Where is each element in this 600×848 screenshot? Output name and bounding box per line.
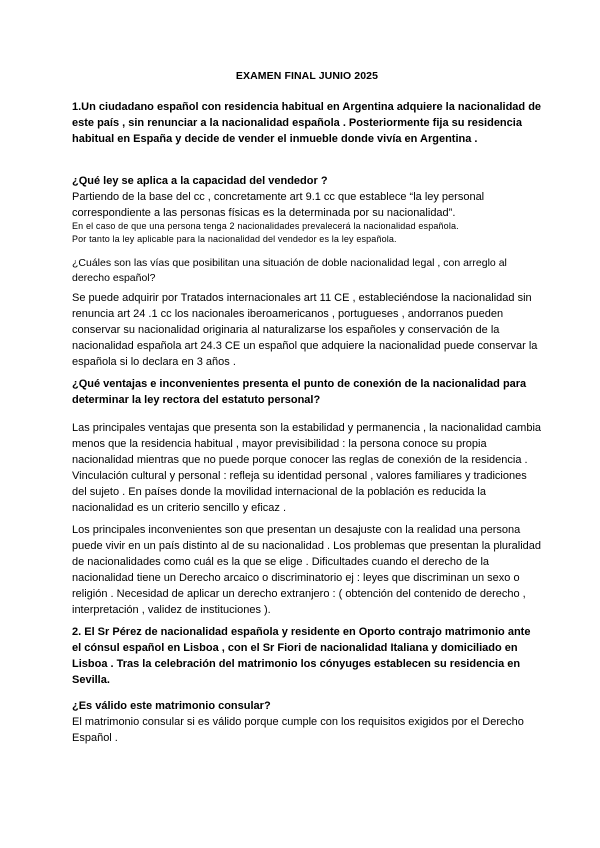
document-page [72, 0, 542, 848]
case-1-answer-2: Se puede adquirir por Tratados internacionales art 11 CE , estableciéndose la nacionalidad sin renuncia art 24 .1 cc los nacionales iberoamericanos , portugueses , andorranos pueden conservar su nacionalidad originaria al naturalizarse los españoles y conservación de la nacionalidad española art 24.3 CE un español que adquiere la nacionalidad puede conservar la española si lo declara en 3 años . [72, 292, 538, 368]
case-2-statement: 2. El Sr Pérez de nacionalidad española y residente en Oporto contrajo matrimonio ante el cónsul español en Lisboa , con el Sr Fiori de nacionalidad Italiana y domiciliado en Lisboa . Tras la celebración del matrimonio los cónyuges establecen su residencia en Sevilla. [72, 626, 531, 686]
case-1-question-3: ¿Qué ventajas e inconvenientes presenta el punto de conexión de la nacionalidad para determinar la ley rectora del estatuto personal? [72, 378, 527, 406]
case-1-answer-3-disadvantages: Los principales inconvenientes son que presentan un desajuste con la realidad una persona puede vivir en un país distinto al de su nacionalidad . Los problemas que presentan la pluralidad de nacionalidades como cuál es la que se elige . Dificultades cuando el derecho de la nacionalidad tiene un Derecho arcaico o discriminatorio ej : leyes que discriminan un sexo o religión . Necesidad de aplicar un derecho extranjero : ( obtención del contenido de derecho , interpretación , validez de instituciones ). [72, 524, 542, 616]
case-1-question-1: ¿Qué ley se aplica a la capacidad del vendedor ? [72, 175, 328, 187]
case-1-question-2: ¿Cuáles son las vías que posibilitan una situación de doble nacionalidad legal , con arreglo al derecho español? [72, 257, 507, 284]
case-1-answer-1-note-1: En el caso de que una persona tenga 2 nacionalidades prevalecerá la nacionalidad española. [72, 221, 459, 231]
case-1-answer-1-note-2: Por tanto la ley aplicable para la nacionalidad del vendedor es la ley española. [72, 234, 397, 244]
case-1-answer-1: Partiendo de la base del cc , concretamente art 9.1 cc que establece “la ley personal correspondiente a las personas físicas es la determinada por su nacionalidad”. [72, 191, 485, 219]
page-title: EXAMEN FINAL JUNIO 2025 [235, 70, 379, 82]
case-2-question-1: ¿Es válido este matrimonio consular? [72, 700, 271, 712]
case-1-statement: 1.Un ciudadano español con residencia habitual en Argentina adquiere la nacionalidad de este país , sin renunciar a la nacionalidad española . Posteriormente fija su residencia habitual en España y decide de vender el inmueble donde vivía en Argentina . [72, 101, 542, 145]
case-2-answer-1: El matrimonio consular si es válido porque cumple con los requisitos exigidos por el Derecho Español . [72, 716, 524, 744]
case-1-answer-3-advantages: Las principales ventajas que presenta son la estabilidad y permanencia , la nacionalidad cambia menos que la residencia habitual , mayor previsibilidad : la persona conoce su propia nacionalidad mientras que no puede porque conocer las reglas de conexión de la residencia . Vinculación cultural y personal : refleja su identidad personal , valores familiares y tradiciones del sujeto . En países donde la movilidad internacional de la población es reducida la nacionalidad es un criterio sencillo y eficaz . [72, 422, 542, 514]
